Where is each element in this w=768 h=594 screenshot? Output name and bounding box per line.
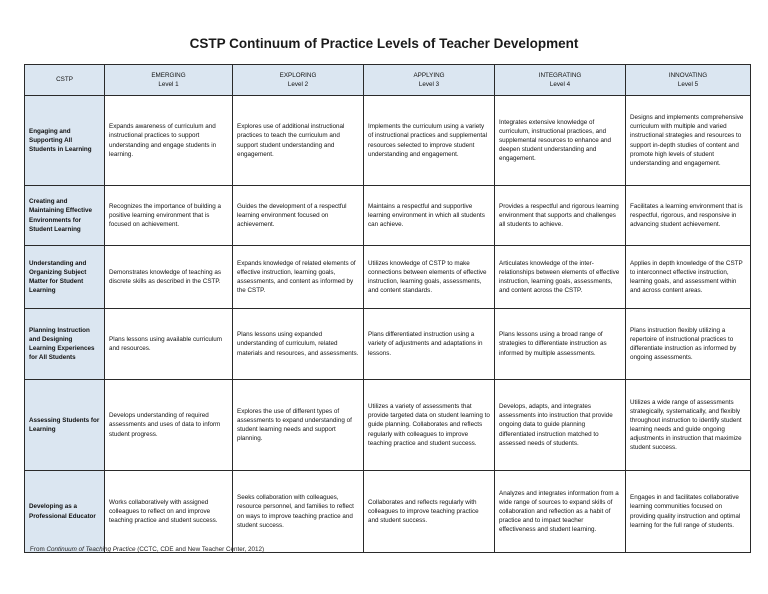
table-row <box>25 309 751 380</box>
table-cell: Articulates knowledge of the inter-relationships between elements of effective instruction, learning goals, assessments, and content across the CSTP. <box>495 246 626 309</box>
citation-source: Continuum of Teaching Practice <box>46 546 136 553</box>
table-cell: Applies in depth knowledge of the CSTP to interconnect effective instruction, learning goals, and assessment within and across content areas. <box>626 246 751 309</box>
standard-label: Planning Instruction and Designing Learning Experiences for All Students <box>25 309 105 380</box>
table-cell: Plans lessons using available curriculum and resources. <box>105 309 233 380</box>
standard-label: Developing as a Professional Educator <box>25 471 105 553</box>
level-name: EXPLORING <box>279 71 317 79</box>
table-cell: Analyzes and integrates information from a wide range of sources to expand skills of collaboration and reflection as a habit of practice and to impact teacher effectiveness and student learning. <box>495 471 626 553</box>
citation-suffix: (CCTC, CDE and New Teacher Center, 2012) <box>135 546 265 553</box>
level-name: INNOVATING <box>668 71 708 79</box>
header-level-4 <box>495 65 626 96</box>
standard-label: Assessing Students for Learning <box>25 380 105 471</box>
table-cell: Expands knowledge of related elements of effective instruction, learning goals, assessments, and content as informed by the CSTP. <box>233 246 364 309</box>
level-number: Level 1 <box>158 81 179 88</box>
table-row <box>25 471 751 553</box>
table-cell: Collaborates and reflects regularly with colleagues to improve teaching practice and student success. <box>364 471 495 553</box>
level-name: EMERGING <box>151 71 186 79</box>
standard-label: Creating and Maintaining Effective Environments for Student Learning <box>25 186 105 246</box>
table-cell: Utilizes a wide range of assessments strategically, systematically, and flexibly throughout instruction to identify student learning needs and guide ongoing adjustments in instruction that maximize student success. <box>626 380 751 471</box>
table-cell: Plans instruction flexibly utilizing a repertoire of instructional practices to differentiate instruction as informed by ongoing assessments. <box>626 309 751 380</box>
level-name: APPLYING <box>413 71 445 79</box>
table-cell: Plans lessons using a broad range of strategies to differentiate instruction as informed by multiple assessments. <box>495 309 626 380</box>
table-cell: Plans lessons using expanded understanding of curriculum, related materials and resources, and assessments. <box>233 309 364 380</box>
level-number: Level 5 <box>677 81 699 88</box>
table-row <box>25 380 751 471</box>
document-title: CSTP Continuum of Practice Levels of Teacher Development <box>189 36 579 51</box>
table-cell: Maintains a respectful and supportive learning environment in which all students can achieve. <box>364 186 495 246</box>
level-number: Level 4 <box>549 81 571 88</box>
level-number: Level 2 <box>287 81 309 88</box>
citation <box>30 546 264 553</box>
table-row <box>25 96 751 186</box>
table-cell: Expands awareness of curriculum and instructional practices to support understanding and engage students in learning. <box>105 96 233 186</box>
level-number: Level 3 <box>418 81 440 88</box>
table-cell: Engages in and facilitates collaborative learning communities focused on providing quality instruction and optimal learning for the full range of students. <box>626 471 751 553</box>
table-cell: Plans differentiated instruction using a variety of adjustments and adaptations in lessons. <box>364 309 495 380</box>
level-name: INTEGRATING <box>538 71 582 79</box>
table-cell: Facilitates a learning environment that is respectful, rigorous, and responsive in advancing student achievement. <box>626 186 751 246</box>
table-cell: Explores the use of different types of assessments to expand understanding of student learning needs and support planning. <box>233 380 364 471</box>
header-level-3 <box>364 65 495 96</box>
table-cell: Develops understanding of required assessments and uses of data to inform student progress. <box>105 380 233 471</box>
table-cell: Demonstrates knowledge of teaching as discrete skills as described in the CSTP. <box>105 246 233 309</box>
table-cell: Utilizes a variety of assessments that provide targeted data on student learning to guide planning. Collaborates and reflects regularly with colleagues to improve teaching practice and student success. <box>364 380 495 471</box>
table-cell: Develops, adapts, and integrates assessments into instruction that provide ongoing data to guide planning differentiated instruction matched to assessed needs of students. <box>495 380 626 471</box>
table-cell: Integrates extensive knowledge of curriculum, instructional practices, and supplemental resources to enhance and deepen student understanding and engagement. <box>495 96 626 186</box>
table-cell: Works collaboratively with assigned colleagues to reflect on and improve teaching practice and student success. <box>105 471 233 553</box>
table-cell: Provides a respectful and rigorous learning environment that supports and challenges all students to achieve. <box>495 186 626 246</box>
header-level-1 <box>105 65 233 96</box>
standard-label: Engaging and Supporting All Students in Learning <box>25 96 105 186</box>
table-cell: Recognizes the importance of building a positive learning environment that is focused on achievement. <box>105 186 233 246</box>
table-cell: Implements the curriculum using a variety of instructional practices and supplemental resources selected to improve student understanding and engagement. <box>364 96 495 186</box>
table-row <box>25 186 751 246</box>
table-row <box>25 246 751 309</box>
table-cell: Utilizes knowledge of CSTP to make connections between elements of effective instruction, learning goals, assessments, and content standards. <box>364 246 495 309</box>
table-cell: Seeks collaboration with colleagues, resource personnel, and families to reflect on ways to improve teaching practice and student success. <box>233 471 364 553</box>
citation-prefix: From <box>30 546 47 553</box>
continuum-table <box>24 64 751 553</box>
header-level-2 <box>233 65 364 96</box>
header-level-5 <box>626 65 751 96</box>
standard-label: Understanding and Organizing Subject Matter for Student Learning <box>25 246 105 309</box>
table-cell: Explores use of additional instructional practices to teach the curriculum and support student understanding and engagement. <box>233 96 364 186</box>
table-cell: Designs and implements comprehensive curriculum with multiple and varied instructional strategies and resources to support in-depth studies of content and promote high levels of student understanding and engagement. <box>626 96 751 186</box>
table-cell: Guides the development of a respectful learning environment focused on achievement. <box>233 186 364 246</box>
header-cstp: CSTP <box>25 65 105 96</box>
header-row <box>25 65 751 96</box>
